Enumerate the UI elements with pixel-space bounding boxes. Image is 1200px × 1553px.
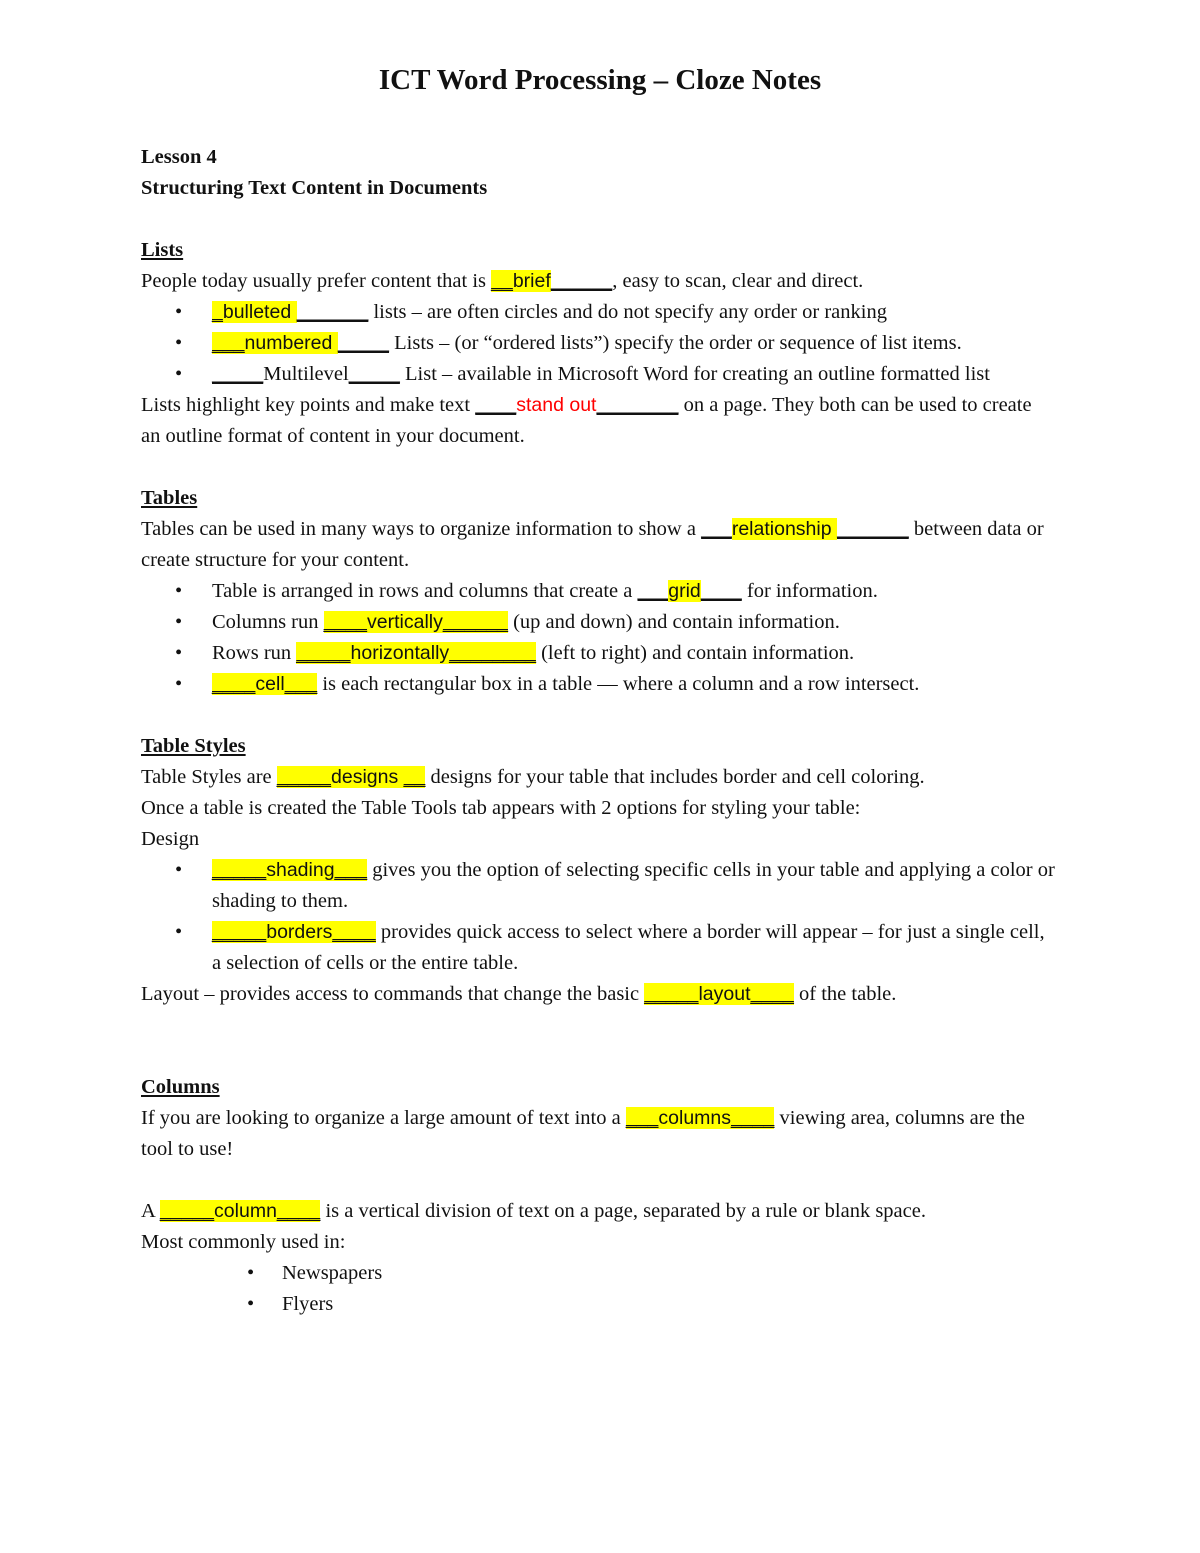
answer-vertically: vertically	[367, 611, 443, 633]
answer-layout: layout	[698, 983, 751, 1005]
answer-numbered: numbered	[244, 332, 338, 354]
column-definition: A _____column____ is a vertical division of text on a page, separated by a rule or blank space.	[141, 1200, 926, 1222]
used-in-label: Most commonly used in:	[141, 1231, 346, 1253]
answer-bulleted: bulleted	[222, 301, 297, 323]
answer-multilevel: Multilevel	[263, 363, 349, 385]
list-item: • Table is arranged in rows and columns that create a ___grid____ for information.	[141, 576, 1056, 607]
answer-designs: designs	[331, 766, 404, 788]
answer-cell: cell	[255, 673, 285, 695]
used-in-list	[141, 1258, 1056, 1320]
answer-columns: columns	[658, 1107, 732, 1129]
answer-shading: shading	[266, 859, 335, 881]
page-title: ICT Word Processing – Cloze Notes	[378, 64, 822, 96]
lesson-subtitle: Structuring Text Content in Documents	[141, 177, 488, 199]
list-item: • Columns run ____vertically______ (up and down) and contain information.	[141, 607, 1056, 638]
list-item: • ____cell___ is each rectangular box in a table — where a column and a row intersect.	[141, 669, 1056, 700]
list-item: • _____Multilevel_____ List – available in Microsoft Word for creating an outline formatted list	[141, 359, 1056, 390]
answer-grid: grid	[668, 580, 701, 602]
answer-horizontally: horizontally	[350, 642, 450, 664]
list-item: • _____borders____ provides quick access to select where a border will appear – for just a single cell, a selection of cells or the entire table.	[141, 917, 1056, 979]
list-item: • _____shading___ gives you the option of selecting specific cells in your table and applying a color or shading to them.	[141, 855, 1056, 917]
table-tools-note: Once a table is created the Table Tools tab appears with 2 options for styling your table:	[141, 797, 861, 819]
tables-intro: Tables can be used in many ways to organize information to show a ___relationship _______ between data or create structure for your content.	[141, 518, 1044, 571]
table-styles-bullets	[141, 855, 1056, 979]
answer-relationship: relationship	[731, 518, 837, 540]
lists-intro: People today usually prefer content that is __brief______, easy to scan, clear and direct.	[141, 270, 864, 292]
answer-borders: borders	[266, 921, 333, 943]
lists-outro: Lists highlight key points and make text ____stand out________ on a page. They both can be used to create an outline format of content in your document.	[141, 394, 1032, 447]
list-item: • Newspapers	[141, 1258, 1056, 1289]
section-heading-table-styles: Table Styles	[141, 735, 246, 757]
list-item: • Rows run _____horizontally________ (left to right) and contain information.	[141, 638, 1056, 669]
document-body	[141, 142, 1056, 1320]
answer-brief: brief	[512, 270, 551, 292]
layout-line: Layout – provides access to commands that change the basic _____layout____ of the table.	[141, 983, 897, 1005]
columns-intro: If you are looking to organize a large amount of text into a ___columns____ viewing area, columns are the tool to use!	[141, 1107, 1025, 1160]
lesson-number: Lesson 4	[141, 146, 217, 168]
answer-stand-out: stand out	[516, 394, 597, 416]
table-styles-intro: Table Styles are _____designs __ designs for your table that includes border and cell coloring.	[141, 766, 925, 788]
section-heading-lists: Lists	[141, 239, 184, 261]
section-heading-tables: Tables	[141, 487, 198, 509]
tables-bullets	[141, 576, 1056, 700]
lists-bullets	[141, 297, 1056, 390]
list-item: • ___numbered _____ Lists – (or “ordered lists”) specify the order or sequence of list items.	[141, 328, 1056, 359]
section-heading-columns: Columns	[141, 1076, 220, 1098]
list-item: • Flyers	[141, 1289, 1056, 1320]
answer-column: column	[214, 1200, 277, 1222]
list-item: • _bulleted _______ lists – are often circles and do not specify any order or ranking	[141, 297, 1056, 328]
design-label: Design	[141, 828, 200, 850]
